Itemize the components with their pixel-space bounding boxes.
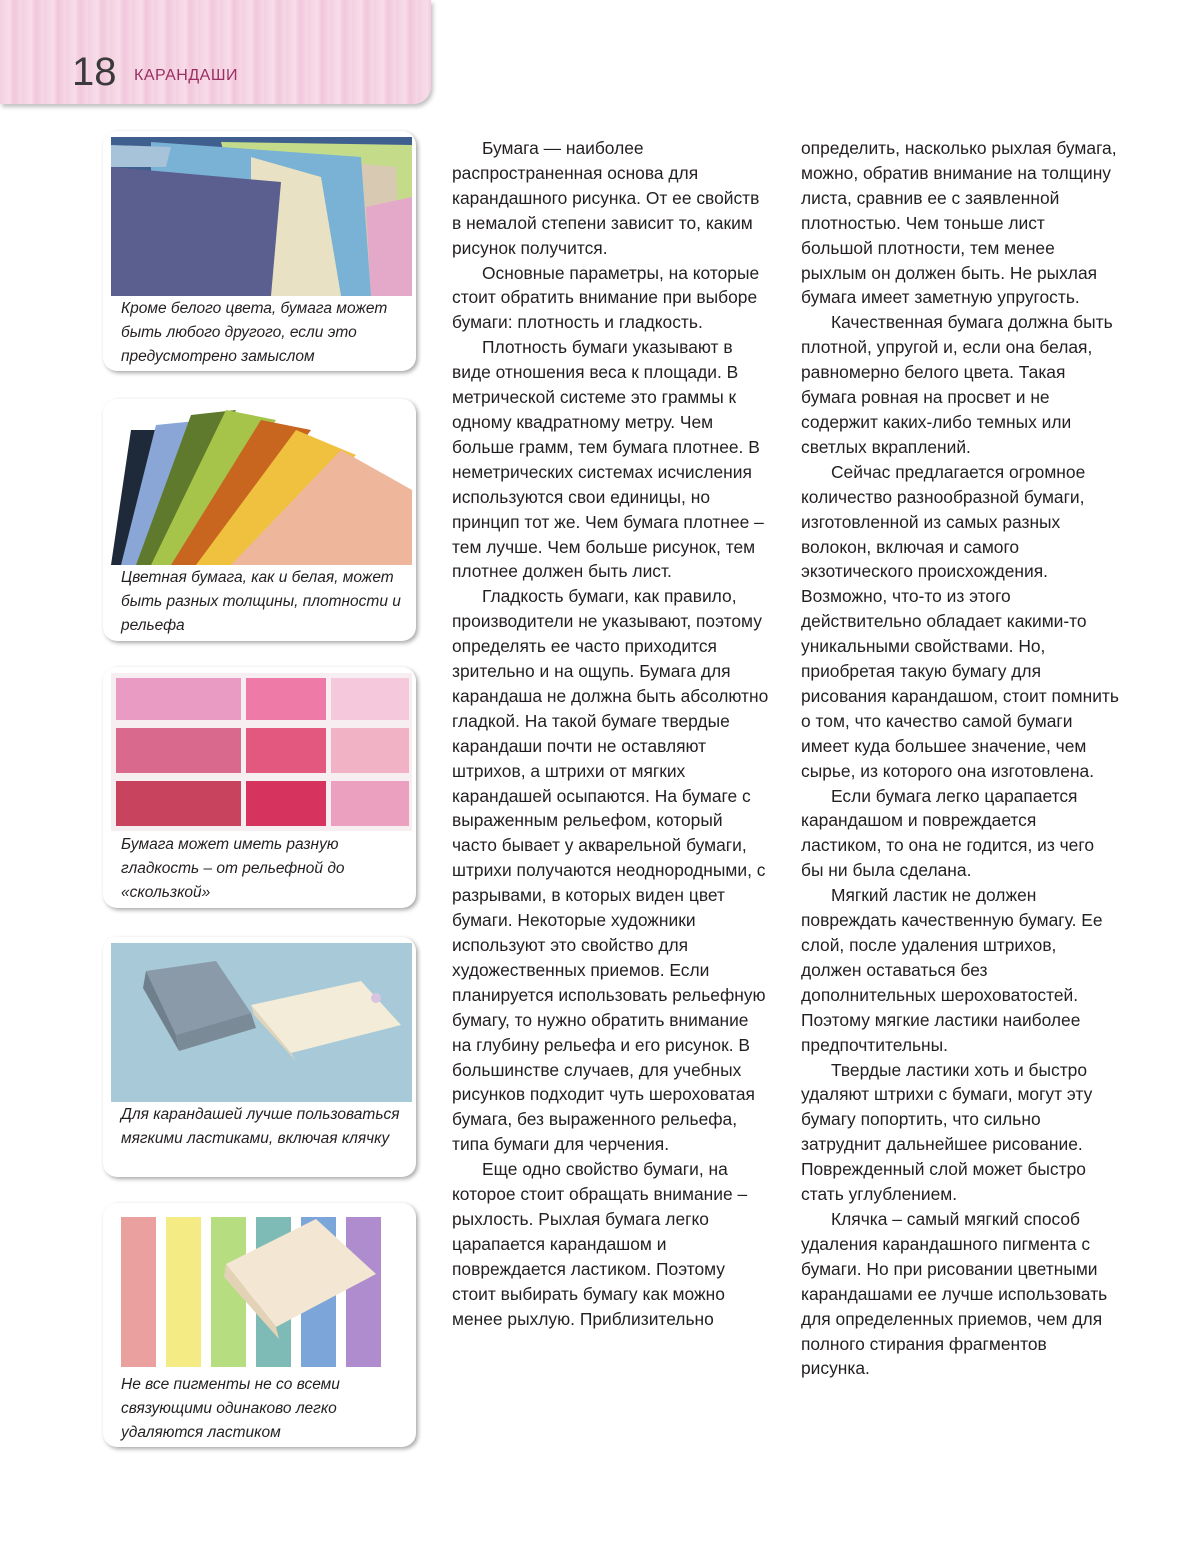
paragraph: Плотность бумаги указывают в виде отношения веса к площади. В метрической системе это граммы к одному квадратному метру. Чем больше грамм, тем бумага плотнее. В неметрических системах исчисления используются свои единицы, но принцип тот же. Чем бумага плотнее – тем лучше. Чем больше рисунок, тем плотнее должен быть лист. <box>452 337 764 582</box>
caption: Цветная бумага, как и белая, может быть разных толщины, плотности и рельефа <box>121 569 401 634</box>
paragraph: Клячка – самый мягкий способ удаления карандашного пигмента с бумаги. Но при рисовании цветными карандашами ее лучше использовать для определенных приемов, чем для полного стирания фрагментов рисунка. <box>801 1208 1108 1379</box>
paragraph: Если бумага легко царапается карандашом и повреждается ластиком, то она не годится, из чего бы ни была сделана. <box>801 785 1094 881</box>
figure-card-pigments <box>103 1203 416 1447</box>
caption: Кроме белого цвета, бумага может быть любого другого, если это предусмотрено замыслом <box>121 300 388 365</box>
photo-pigment-strips <box>111 1209 412 1371</box>
paragraph: Бумага — наиболее распространенная основа для карандашного рисунка. От ее свойств в немалой степени зависит то, каким рисунок получится. <box>452 138 760 258</box>
paragraph: Качественная бумага должна быть плотной, упругой и, если она белая, равномерно белого цвета. Такая бумага ровная на просвет и не содержит каких-либо темных или светлых вкраплений. <box>801 312 1113 457</box>
paragraph: Еще одно свойство бумаги, на которое стоит обращать внимание – рыхлость. Рыхлая бумага легко царапается карандашом и повреждается ластиком. Поэтому стоит выбирать бумагу как можно менее рыхлую. Приблизительно <box>452 1159 748 1329</box>
figure-card-colored-sheets <box>103 131 416 371</box>
section-title: КАРАНДАШИ <box>134 67 238 84</box>
photo-smoothness-swatches <box>111 673 412 831</box>
paragraph: Основные параметры, на которые стоит обратить внимание при выборе бумаги: плотность и гладкость. <box>452 262 760 333</box>
text-column-2 <box>801 136 1119 1381</box>
caption: Для карандашей лучше пользоваться мягкими ластиками, включая клячку <box>121 1106 400 1147</box>
caption: Не все пигменты не со всеми связующими одинаково легко удаляются ластиком <box>121 1376 340 1441</box>
photo-erasers <box>111 943 412 1102</box>
paragraph: Гладкость бумаги, как правило, производители не указывают, поэтому определять ее часто приходится зрительно и на ощупь. Бумага для карандаша не должна быть абсолютно гладкой. На такой бумаге твердые карандаши почти не оставляют штрихов, а штрихи от мягких карандашей осыпаются. На бумаге с выраженным рельефом, который часто бывает у акварельной бумаги, штрихи получаются неоднородными, с разрывами, в которых виден цвет бумаги. Некоторые художники используют это свойство для художественных приемов. Если планируется использовать рельефную бумагу, то нужно обратить внимание на глубину рельефа и его рисунок. В большинстве случаев, для учебных рисунков подходит чуть шероховатая бумага, без выраженного рельефа, типа бумаги для черчения. <box>452 586 769 1155</box>
photo-color-fan <box>111 405 412 565</box>
page-header <box>0 0 431 104</box>
paragraph: Твердые ластики хоть и быстро удаляют штрихи с бумаги, могут эту бумагу попортить, что сильно затруднит дальнейшее рисование. Поврежденный слой может быстро стать углублением. <box>801 1059 1093 1205</box>
figure-card-erasers <box>103 937 416 1177</box>
figure-card-color-fan <box>103 399 416 641</box>
page-number: 18 <box>72 50 117 94</box>
paragraph: Сейчас предлагается огромное количество разнообразной бумаги, изготовленной из самых разных волокон, включая и самого экзотического происхождения. Возможно, что-то из этого действительно обладает какими-то уникальными свойствами. Но, приобретая такую бумагу для рисования карандашом, стоит помнить о том, что качество самой бумаги имеет куда большее значение, чем сырье, из которого она изготовлена. <box>801 461 1119 781</box>
figure-card-paper-smoothness <box>103 667 416 908</box>
paragraph-continuation: определить, насколько рыхлая бумага, можно, обратив внимание на толщину листа, сравнив ее с заявленной плотностью. Чем тоньше лист большой плотности, тем менее рыхлым он должен быть. Не рыхлая бумага имеет заметную упругость. <box>801 138 1117 308</box>
text-column-1 <box>452 136 770 1332</box>
photo-colored-sheets <box>111 137 412 296</box>
paragraph: Мягкий ластик не должен повреждать качественную бумагу. Ее слой, после удаления штрихов, должен оставаться без дополнительных шероховатостей. Поэтому мягкие ластики наиболее предпочтительны. <box>801 885 1103 1055</box>
caption: Бумага может иметь разную гладкость – от рельефной до «скользкой» <box>121 836 345 901</box>
